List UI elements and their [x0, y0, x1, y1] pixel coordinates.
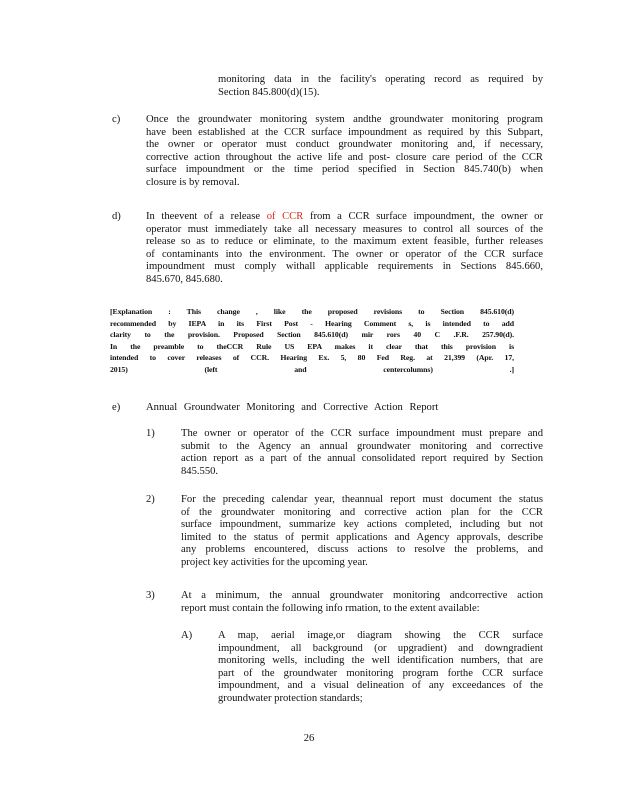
text-line: the owner or operator must conduct groundwater monitoring and, if necessary,	[146, 139, 543, 151]
item-e-label: e)	[112, 402, 121, 413]
sub-a-label: A)	[181, 630, 193, 641]
text-segment: In theevent of a release	[146, 211, 261, 222]
sub-2-label: 2)	[146, 494, 155, 505]
text-line: intended to cover releases of CCR. Hearing Ex. 5, 80 Fed Reg. at 21,399 (Apr. 17,	[110, 353, 514, 363]
text-line: groundwater protection standards;	[218, 692, 363, 704]
text-line: surface impoundment or the time period specified in Section 845.740(b) when	[146, 164, 543, 176]
text-line: submit to the Agency an annual groundwater monitoring and corrective	[181, 440, 543, 452]
sub-3-text	[181, 590, 543, 615]
item-e-heading: Annual Groundwater Monitoring and Corrective Action Report	[146, 402, 439, 413]
text-line: At a minimum, the annual groundwater monitoring andcorrective action	[181, 590, 543, 601]
page-number: 26	[303, 733, 315, 744]
text-line: impoundment must comply withall applicable requirements in Sections 845.660,	[146, 261, 543, 273]
text-line: report must contain the following info rmation, to the extent available:	[181, 602, 480, 614]
text-line: monitoring wells, including the well identification numbers, that are	[218, 655, 543, 667]
text-line: impoundment, and a visual delineation of any exceedances of the	[218, 680, 543, 692]
text-line: In the preamble to theCCR Rule US EPA makes it clear that this provision is	[110, 341, 514, 351]
sub-2-text	[181, 494, 543, 570]
text-line: A map, aerial image,or diagram showing the CCR surface	[218, 630, 543, 641]
text-line: of contaminants into the environment. The owner or operator of the CCR surface	[146, 248, 543, 260]
text-line: Section 845.800(d)(15).	[218, 86, 320, 98]
text-line: corrective action throughout the active life and post- closure care period of the CCR	[146, 151, 543, 163]
text-line: clarity to the provision. Proposed Section 845.610(d) mir rors 40 C .F.R. 257.90(d).	[110, 330, 514, 340]
text-line: operator must immediately take all necessary measures to control all sources of the	[146, 223, 543, 235]
text-line: The owner or operator of the CCR surface impoundment must prepare and	[181, 428, 543, 439]
text-line: surface impoundment, summarize key actions completed, including but not	[181, 519, 543, 531]
text-line: limited to the status of permit applications and Agency approvals, describe	[181, 531, 543, 543]
text-line: have been established at the CCR surface impoundment as required by this Subpart,	[146, 126, 543, 138]
text-line: recommended by IEPA in its First Post - Hearing Comment s, is intended to add	[110, 318, 514, 328]
text-line: any problems encountered, discuss actions to resolve the problems, and	[181, 544, 543, 556]
text-line: [Explanation : This change , like the proposed revisions to Section 845.610(d)	[110, 307, 514, 316]
text-line: 845.550.	[181, 465, 219, 477]
item-d-label: d)	[112, 211, 121, 222]
text-segment: from a CCR surface impoundment, the owner or	[309, 211, 544, 222]
text-line	[146, 211, 543, 224]
sub-1-text	[181, 428, 543, 478]
sub-a-text	[218, 630, 543, 706]
text-line: closure is by removal.	[146, 176, 240, 188]
inserted-text: of CCR	[266, 211, 304, 222]
text-line: For the preceding calendar year, theannual report must document the status	[181, 494, 543, 505]
continued-paragraph	[218, 74, 543, 99]
text-line: impoundment, all background (or upgradient) and downgradient	[218, 642, 543, 654]
sub-1-label: 1)	[146, 428, 155, 439]
text-line: Once the groundwater monitoring system andthe groundwater monitoring program	[146, 114, 543, 125]
text-line: part of the groundwater monitoring program forthe CCR surface	[218, 667, 543, 679]
text-line: action report as a part of the annual consolidated report required by Section	[181, 453, 543, 465]
text-line: of the groundwater monitoring and corrective action plan for the CCR	[181, 506, 543, 518]
text-line: monitoring data in the facility's operating record as required by	[218, 74, 543, 85]
item-c-text	[146, 114, 543, 190]
sub-3-label: 3)	[146, 590, 155, 601]
item-d-text	[146, 211, 543, 287]
text-line: release so as to reduce or eliminate, to the maximum extent feasible, further releases	[146, 236, 543, 248]
text-line: project key activities for the upcoming year.	[181, 556, 368, 568]
text-line: 2015) (left and centercolumns) .]	[110, 364, 514, 374]
explanation-block	[110, 306, 514, 376]
text-line: 845.670, 845.680.	[146, 273, 223, 285]
item-c-label: c)	[112, 114, 121, 125]
